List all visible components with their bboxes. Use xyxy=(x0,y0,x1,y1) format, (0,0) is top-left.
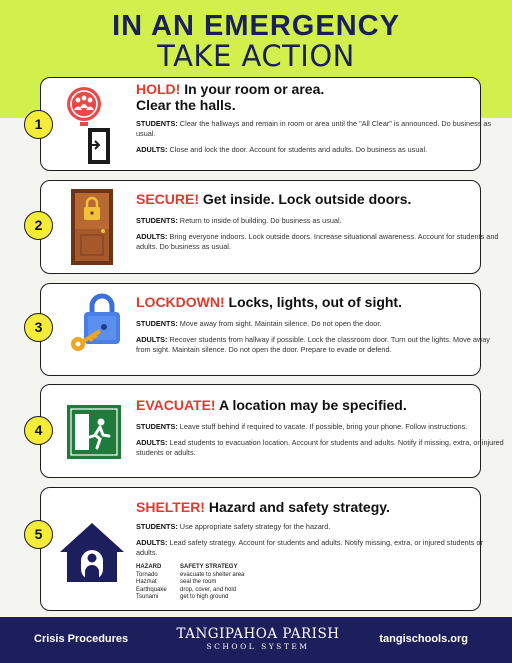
step-number-4: 4 xyxy=(24,416,53,445)
card-secure-students: STUDENTS: Return to inside of building. Do business as usual. xyxy=(136,216,342,225)
card-shelter-heading xyxy=(136,499,504,515)
table-row: Tsunami get to high ground xyxy=(136,594,229,601)
card-evacuate-students: STUDENTS: Leave stuff behind if required to vacate. If possible, bring your phone. Follow instructions. xyxy=(136,422,468,431)
step-number-2: 2 xyxy=(24,211,53,240)
card-evacuate-adults: ADULTS: Lead students to evacuation location. Account for students and adults. Notify if missing, extra, or injured students or adults. xyxy=(136,438,504,457)
card-hold-adults: ADULTS: Close and lock the door. Account for students and adults. Do business as usual. xyxy=(136,145,428,154)
footer-website-link[interactable]: tangischools.org xyxy=(379,633,468,645)
card-secure-heading-text: Get inside. Lock outside doors. xyxy=(199,191,412,207)
house-person-icon xyxy=(58,520,126,584)
card-lockdown-adults: ADULTS: Recover students from hallway if possible. Lock the classroom door. Turn out the lights. Move away from sight. Maintain silence. Do not open the door. Prepare to evade or defend. xyxy=(136,335,490,354)
exit-sign-icon xyxy=(66,404,122,460)
table-row: Tornado evacuate to shelter area xyxy=(136,571,245,578)
card-shelter-keyword: SHELTER! xyxy=(136,499,205,515)
hold-door-icon xyxy=(58,86,116,166)
locked-door-icon xyxy=(69,187,115,267)
step-number-3: 3 xyxy=(24,313,53,342)
step-number-1: 1 xyxy=(24,110,53,139)
footer-crisis-procedures: Crisis Procedures xyxy=(34,633,129,645)
padlock-key-icon xyxy=(64,292,124,358)
page-title: IN AN EMERGENCY xyxy=(112,10,400,42)
card-lockdown-keyword: LOCKDOWN! xyxy=(136,294,225,310)
card-hold-content xyxy=(136,81,504,155)
card-secure-heading xyxy=(136,191,504,207)
card-hold-heading xyxy=(136,81,504,113)
card-evacuate-heading xyxy=(136,397,504,413)
table-row: Hazmat seal the room xyxy=(136,579,217,586)
footer xyxy=(0,617,512,663)
page-subtitle: TAKE ACTION xyxy=(157,39,355,73)
card-evacuate-heading-text: A location may be specified. xyxy=(215,397,407,413)
card-hold-heading-text: In your room or area. xyxy=(180,81,325,97)
card-shelter-students: STUDENTS: Use appropriate safety strategy for the hazard. xyxy=(136,522,331,531)
shelter-table xyxy=(136,564,504,602)
district-logo-name: TANGIPAHOA PARISH xyxy=(176,626,340,642)
card-shelter-heading-text: Hazard and safety strategy. xyxy=(204,499,390,515)
card-hold-heading-text-2: Clear the halls. xyxy=(136,97,236,113)
card-evacuate-keyword: EVACUATE! xyxy=(136,397,216,413)
card-lockdown-heading-text: Locks, lights, out of sight. xyxy=(224,294,402,310)
card-lockdown-students: STUDENTS: Move away from sight. Maintain silence. Do not open the door. xyxy=(136,319,382,328)
card-hold-keyword: HOLD! xyxy=(136,81,181,97)
shelter-table-header: HAZARD SAFETY STRATEGY xyxy=(136,564,238,570)
card-shelter-content xyxy=(136,499,504,602)
card-lockdown-content xyxy=(136,294,504,355)
card-hold-students: STUDENTS: Clear the hallways and remain in room or area until the "All Clear" is announced. Do business as usual. xyxy=(136,119,492,138)
card-evacuate-content xyxy=(136,397,504,458)
card-secure-content xyxy=(136,191,504,252)
table-row: Earthquake drop, cover, and hold xyxy=(136,586,237,593)
district-logo xyxy=(168,626,348,652)
district-logo-subtitle: SCHOOL SYSTEM xyxy=(206,642,310,651)
card-secure-keyword: SECURE! xyxy=(136,191,200,207)
card-lockdown-heading xyxy=(136,294,504,310)
card-shelter-adults: ADULTS: Lead safety strategy. Account for students and adults. Notify missing, extra, or injured students or adults. xyxy=(136,538,483,557)
step-number-5: 5 xyxy=(24,520,53,549)
card-secure-adults: ADULTS: Bring everyone indoors. Lock outside doors. Increase situational awareness. Account for students and adults. Do business as usual. xyxy=(136,232,499,251)
